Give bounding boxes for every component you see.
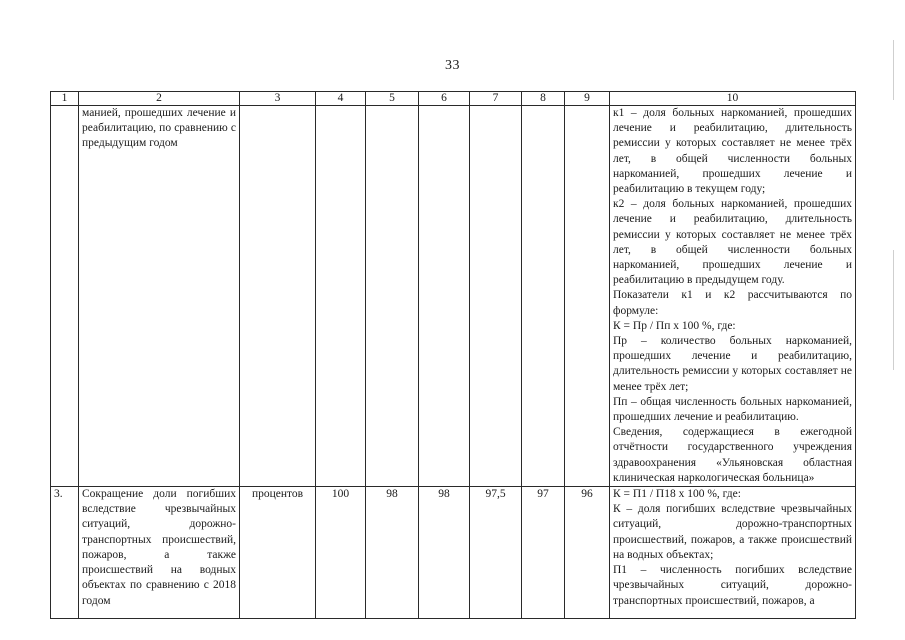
methodology-paragraph: Пр – количество больных наркоманией, прошедших лечение и реабилитацию, длительность ремиссии у которых составляет не менее трёх лет; — [613, 335, 852, 393]
value-cell: 98 — [419, 487, 470, 619]
indicator-table — [50, 91, 856, 619]
methodology-cell — [610, 106, 856, 487]
header-cell: 3 — [240, 92, 316, 106]
methodology-paragraph: П1 – численность погибших вследствие чрезвычайных ситуаций, дорожно-транспортных происшествий, пожаров, а — [613, 564, 852, 607]
header-cell: 5 — [366, 92, 419, 106]
methodology-cell — [610, 487, 856, 619]
header-cell: 6 — [419, 92, 470, 106]
header-cell: 7 — [470, 92, 522, 106]
value-cell: 97 — [522, 487, 565, 619]
methodology-paragraph: к2 – доля больных наркоманией, прошедших лечение и реабилитацию, длительность ремиссии у которых составляет не менее трёх лет, в общей численности больных наркоманией, прошедших лечение и реабилитацию в предыдущем году. — [613, 198, 852, 287]
header-cell: 10 — [610, 92, 856, 106]
scan-artifact — [893, 40, 894, 100]
indicator-name-cell: манией, прошедших лечение и реабилитацию, по сравнению с предыдущим годом — [79, 106, 240, 487]
formula-line: К = П1 / П18 х 100 %, где: — [613, 488, 741, 501]
data-source-paragraph: Сведения, содержащиеся в ежегодной отчётности государственного учреждения здравоохранения «Ульяновская областная клиническая наркологическая больница» — [613, 426, 852, 484]
scan-artifact — [893, 250, 894, 370]
header-cell: 2 — [79, 92, 240, 106]
methodology-paragraph: к1 – доля больных наркоманией, прошедших лечение и реабилитацию, длительность ремиссии у которых составляет не менее трёх лет, в общей численности больных наркоманией, прошедших лечение и реабилитацию в текущем году; — [613, 107, 852, 196]
row-number: 3. — [51, 487, 79, 619]
formula-line: К = Пр / Пп х 100 %, где: — [613, 319, 736, 332]
value-cell: 97,5 — [470, 487, 522, 619]
header-cell: 8 — [522, 92, 565, 106]
methodology-paragraph: К – доля погибших вследствие чрезвычайных ситуаций, дорожно-транспортных происшествий, пожаров, а также происшествий на водных объектах; — [613, 503, 852, 561]
unit-cell: процентов — [240, 487, 316, 619]
table-header-row — [51, 92, 856, 106]
header-cell: 4 — [316, 92, 366, 106]
page-number: 33 — [445, 58, 460, 73]
table-row-3 — [51, 487, 856, 619]
value-cell: 96 — [565, 487, 610, 619]
methodology-paragraph: Пп – общая численность больных наркоманией, прошедших лечение и реабилитацию. — [613, 395, 852, 424]
header-cell: 1 — [51, 92, 79, 106]
header-cell: 9 — [565, 92, 610, 106]
methodology-paragraph: Показатели к1 и к2 рассчитываются по формуле: — [613, 289, 852, 317]
table-row-continued — [51, 106, 856, 487]
value-cell: 100 — [316, 487, 366, 619]
value-cell: 98 — [366, 487, 419, 619]
indicator-name-cell: Сокращение доли погибших вследствие чрезвычайных ситуаций, дорожно-транспортных происшествий, пожаров, а также происшествий на водных объектах по сравнению с 2018 годом — [79, 487, 240, 619]
